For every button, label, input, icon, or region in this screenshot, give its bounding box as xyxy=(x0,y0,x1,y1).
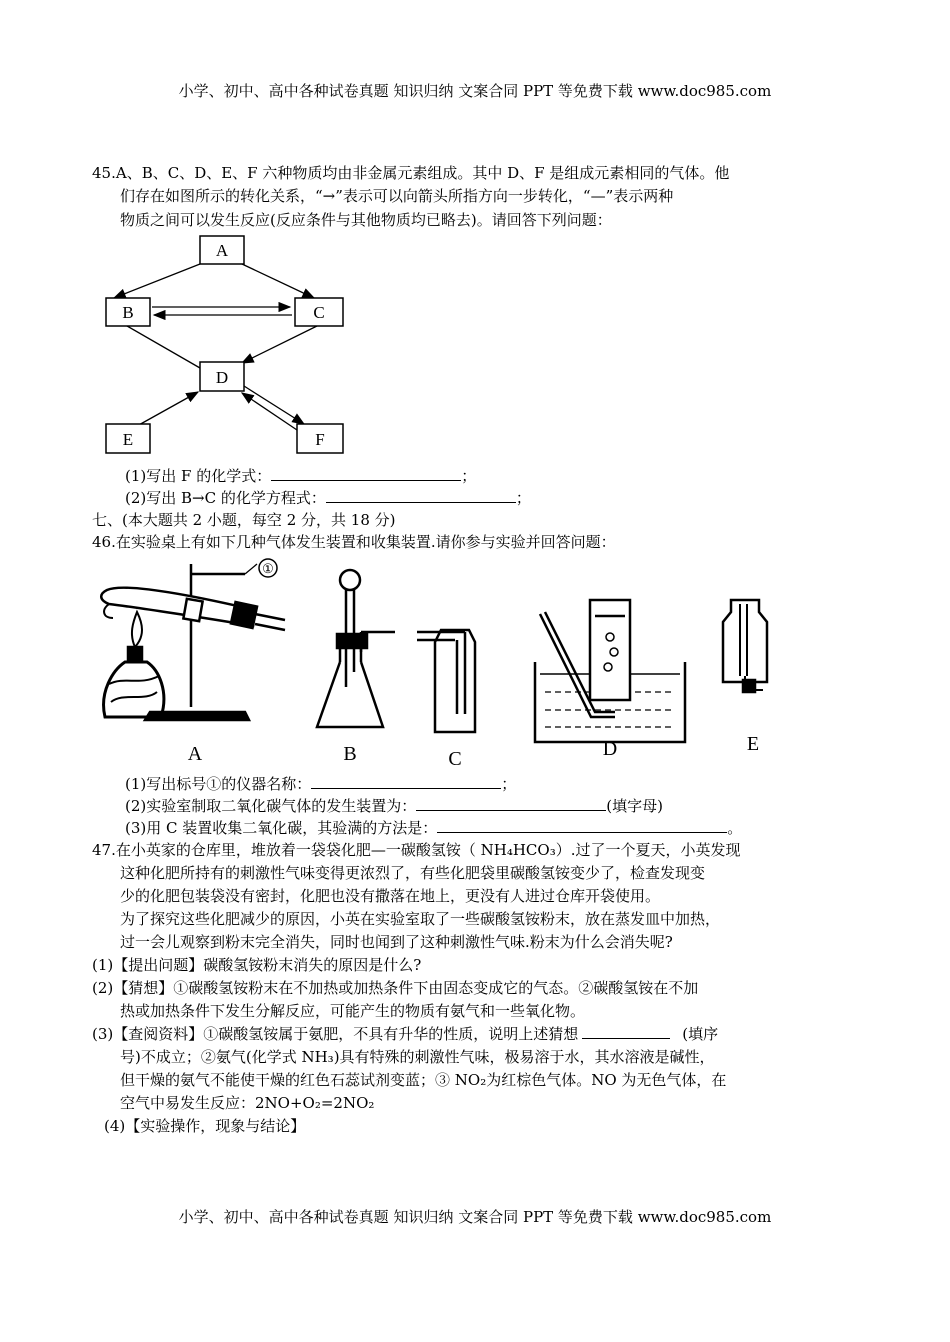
q46-sub2-text: (2)实验室制取二氧化碳气体的发生装置为： xyxy=(125,797,417,815)
q47-p3a-text: (3)【查阅资料】①碳酸氢铵属于氨肥，不具有升华的性质，说明上述猜想 xyxy=(92,1025,579,1043)
arrow-e-d xyxy=(137,392,198,426)
q46-apparatus-figure xyxy=(95,552,795,784)
q45-sub2-end: ； xyxy=(515,489,531,507)
q45-sub2 xyxy=(125,488,531,508)
q47-line5: 过一会儿观察到粉末完全消失，同时也闻到了这种刺激性气味.粉末为什么会消失呢? xyxy=(120,933,673,951)
arrow-f-d xyxy=(242,393,297,430)
q46-sub3-blank[interactable] xyxy=(437,818,727,833)
page-footer: 小学、初中、高中各种试卷真题 知识归纳 文案合同 PPT 等免费下载 www.doc985.com xyxy=(178,1208,772,1226)
label-a: A xyxy=(187,743,203,765)
q46-stem: 46.在实验桌上有如下几种气体发生装置和收集装置.请你参与实验并回答问题： xyxy=(92,533,616,551)
q46-sub3 xyxy=(125,818,742,838)
q47-line4: 为了探究这些化肥减少的原因，小英在实验室取了一些碳酸氢铵粉末，放在蒸发皿中加热， xyxy=(120,910,721,928)
q47-p3d: 空气中易发生反应：2NO+O₂=2NO₂ xyxy=(120,1094,375,1112)
page-header: 小学、初中、高中各种试卷真题 知识归纳 文案合同 PPT 等免费下载 www.doc985.com xyxy=(178,82,772,100)
q45-sub1 xyxy=(125,466,476,486)
q45-line3: 物质之间可以发生反应(反应条件与其他物质均已略去)。请回答下列问题： xyxy=(120,211,612,229)
q47-p3a xyxy=(92,1024,718,1044)
section7-title: 七、(本大题共 2 小题，每空 2 分，共 18 分) xyxy=(92,511,396,529)
q47-p3b: 号)不成立；②氨气(化学式 NH₃)具有特殊的刺激性气味，极易溶于水，其水溶液是碱性， xyxy=(120,1048,715,1066)
node-c-label: C xyxy=(313,303,325,322)
q47-p3c: 但干燥的氨气不能使干燥的红色石蕊试剂变蓝；③ NO₂为红棕色气体。NO 为无色气体，在 xyxy=(120,1071,727,1089)
node-e-label: E xyxy=(122,430,134,449)
q45-sub1-end: ； xyxy=(461,467,477,485)
q45-diagram xyxy=(92,228,372,466)
node-a-label: A xyxy=(215,241,229,260)
q47-line1: 47.在小英家的仓库里，堆放着一袋袋化肥—一碳酸氢铵（ NH₄HCO₃）.过了一个夏天，小英发现 xyxy=(92,841,741,859)
label-e: E xyxy=(746,733,760,755)
q45-sub1-blank[interactable] xyxy=(271,466,461,481)
node-d-label: D xyxy=(215,368,229,387)
arrow-d-f xyxy=(244,386,304,424)
apparatus-a xyxy=(101,559,285,720)
q47-line2: 这种化肥所持有的刺激性气味变得更浓烈了，有些化肥袋里碳酸氢铵变少了，检查发现变 xyxy=(120,864,706,882)
apparatus-b xyxy=(317,570,395,727)
line-b-d xyxy=(127,326,200,368)
q46-sub1-text: (1)写出标号①的仪器名称： xyxy=(125,775,312,793)
arrow-a-b xyxy=(114,264,200,298)
q46-sub2-blank[interactable] xyxy=(416,796,606,811)
q46-sub3-end: 。 xyxy=(727,819,743,837)
q46-sub2-end: (填字母) xyxy=(606,797,663,815)
q46-sub3-text: (3)用 C 装置收集二氧化碳，其验满的方法是： xyxy=(125,819,438,837)
apparatus-e xyxy=(723,600,767,692)
q45-sub2-text: (2)写出 B→C 的化学方程式： xyxy=(125,489,326,507)
q46-sub2 xyxy=(125,796,663,816)
mark-label: ① xyxy=(262,561,274,576)
node-b-label: B xyxy=(122,303,134,322)
label-d: D xyxy=(602,738,618,760)
apparatus-d xyxy=(535,600,685,742)
arrow-a-c xyxy=(242,264,314,298)
q45-sub2-blank[interactable] xyxy=(326,488,516,503)
q46-sub1 xyxy=(125,774,516,794)
q47-line3: 少的化肥包装袋没有密封，化肥也没有撒落在地上，更没有人进过仓库开袋使用。 xyxy=(120,887,661,905)
q47-p3a-end: (填序 xyxy=(682,1025,719,1043)
q47-p3a-blank[interactable] xyxy=(582,1024,670,1039)
label-b: B xyxy=(343,743,357,765)
arrow-c-d xyxy=(242,326,317,363)
q47-p2a: (2)【猜想】①碳酸氢铵粉末在不加热或加热条件下由固态变成它的气态。②碳酸氢铵在不加 xyxy=(92,979,699,997)
q46-sub1-blank[interactable] xyxy=(311,774,501,789)
q45-line2: 们存在如图所示的转化关系，“→”表示可以向箭头所指方向一步转化，“—”表示两种 xyxy=(120,187,674,205)
node-f-label: F xyxy=(315,430,325,449)
q47-p4: (4)【实验操作，现象与结论】 xyxy=(104,1117,306,1135)
q46-sub1-end: ； xyxy=(501,775,517,793)
label-c: C xyxy=(448,748,462,770)
q47-p2b: 热或加热条件下发生分解反应，可能产生的物质有氨气和一些氧化物。 xyxy=(120,1002,586,1020)
q45-line1: 45.A、B、C、D、E、F 六种物质均由非金属元素组成。其中 D、F 是组成元素相同的气体。他 xyxy=(92,164,730,182)
q45-sub1-text: (1)写出 F 的化学式： xyxy=(125,467,272,485)
apparatus-c xyxy=(417,630,475,732)
q47-p1: (1)【提出问题】碳酸氢铵粉末消失的原因是什么? xyxy=(92,956,422,974)
